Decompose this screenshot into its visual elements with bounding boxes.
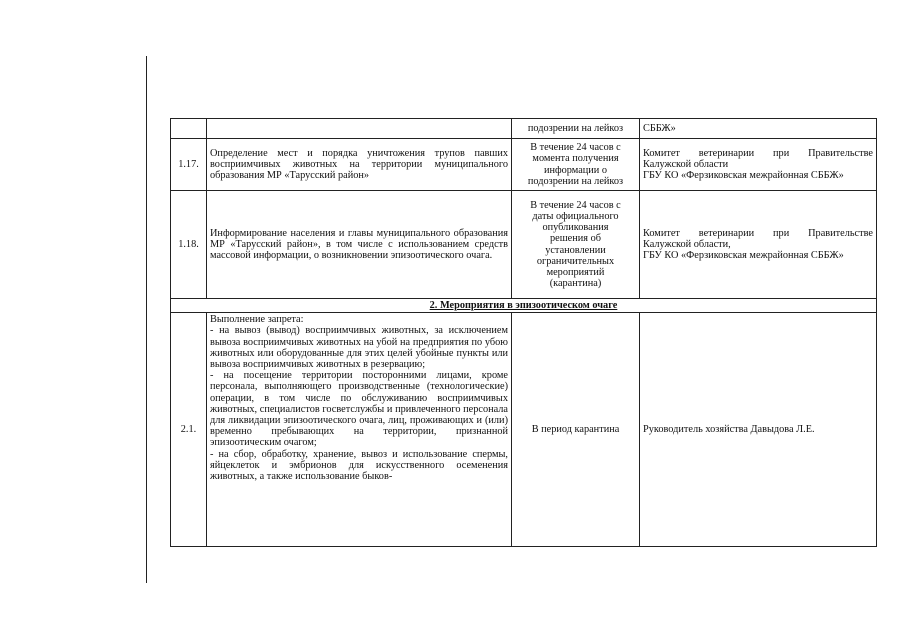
term-text: В течение 24 часов с даты официального опубликования решения об установлении ограничительных мероприятий (карантина)	[512, 191, 640, 299]
table-row	[171, 139, 877, 191]
event-text	[207, 119, 512, 139]
responsible-text: Руководитель хозяйства Давыдова Л.Е.	[640, 313, 877, 547]
row-number: 1.17.	[171, 139, 207, 191]
event-text: Информирование населения и главы муниципального образования МР «Тарусский район», в том числе с использованием средств массовой информации, о возникновении эпизоотического очага.	[207, 191, 512, 299]
term-text: В период карантина	[512, 313, 640, 547]
table-row	[171, 191, 877, 299]
responsible-text: Комитет ветеринарии при Правительстве Калужской области ГБУ КО «Ферзиковская межрайонная СББЖ»	[640, 139, 877, 191]
table-row	[171, 313, 877, 547]
row-number	[171, 119, 207, 139]
section-header-row	[171, 299, 877, 313]
responsible-text: СББЖ»	[640, 119, 877, 139]
row-number: 1.18.	[171, 191, 207, 299]
margin-line	[146, 56, 147, 583]
responsible-text: Комитет ветеринарии при Правительстве Калужской области, ГБУ КО «Ферзиковская межрайонная СББЖ»	[640, 191, 877, 299]
term-text: подозрении на лейкоз	[512, 119, 640, 139]
row-number: 2.1.	[171, 313, 207, 547]
term-text: В течение 24 часов с момента получения информации о подозрении на лейкоз	[512, 139, 640, 191]
measures-table	[170, 118, 877, 547]
event-text: Выполнение запрета: - на вывоз (вывод) восприимчивых животных, за исключением вывоза восприимчивых животных на убой на предприятия по убою животных или оборудованные для этих целей убойные пункты или вывоза восприимчивых животных в резервацию; - на посещение территории посторонними лицами, кроме персонала, выполняющего производственные (технологические) операции, в том числе по обслуживанию восприимчивых животных, специалистов госветслужбы и привлеченного персонала для ликвидации эпизоотического очага, лиц, проживающих и (или) временно пребывающих на территории, признанной эпизоотическим очагом; - на сбор, обработку, хранение, вывоз и использование спермы, яйцеклеток и эмбрионов для искусственного осеменения животных, а также использование быков-	[207, 313, 512, 547]
section-title: 2. Мероприятия в эпизоотическом очаге	[171, 299, 877, 313]
event-text: Определение мест и порядка уничтожения трупов павших восприимчивых животных на территории муниципального образования МР «Тарусский район»	[207, 139, 512, 191]
table-row	[171, 119, 877, 139]
